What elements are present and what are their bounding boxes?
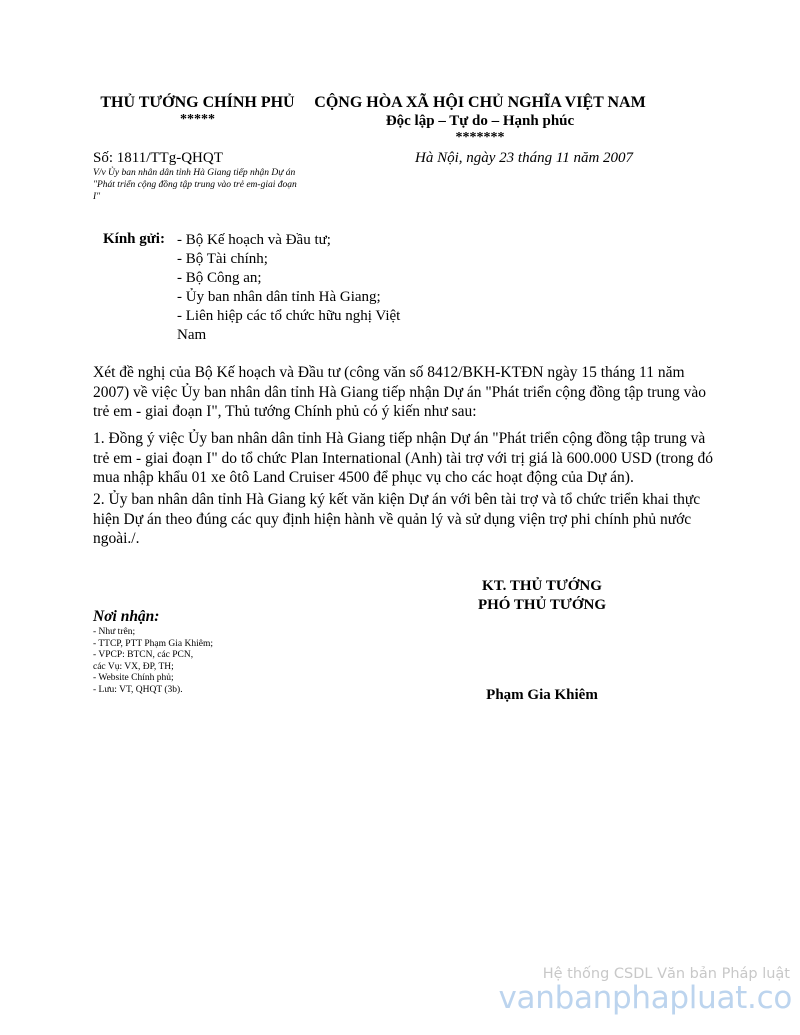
document-number: Số: 1811/TTg-QHQT (93, 150, 223, 166)
recipients-label: Kính gửi: (103, 231, 165, 247)
signature-title-1: KT. THỦ TƯỚNG (482, 578, 602, 594)
receiver-item: - Như trên; (93, 627, 136, 637)
motto-separator: ******* (455, 130, 505, 145)
receiver-item: - Lưu: VT, QHQT (3b). (93, 684, 183, 695)
body-paragraph-intro: Xét đề nghị của Bộ Kế hoạch và Đầu tư (công văn số 8412/BKH-KTĐN ngày 15 tháng 11 năm 2007) về việc Ủy ban nhân dân tỉnh Hà Giang tiếp nhận Dự án "Phát triển cộng đồng tập trung vào trẻ em - giai đoạn I", Thủ tướng Chính phủ có ý kiến như sau: (93, 364, 707, 420)
body-paragraph-2: 2. Ủy ban nhân dân tỉnh Hà Giang ký kết văn kiện Dự án với bên tài trợ và tổ chức triển khai thực hiện Dự án theo đúng các quy định hiện hành về quản lý và sử dụng viện trợ phi chính phủ nước ngoài./. (93, 491, 701, 547)
recipient-item: - Ủy ban nhân dân tỉnh Hà Giang; (177, 289, 381, 305)
receiver-item: - TTCP, PTT Phạm Gia Khiêm; (93, 638, 213, 649)
signer-name: Phạm Gia Khiêm (486, 687, 598, 703)
receiver-item: - VPCP: BTCN, các PCN, (93, 650, 194, 660)
recipient-item: - Bộ Kế hoạch và Đầu tư; (177, 232, 331, 248)
issuing-agency: THỦ TƯỚNG CHÍNH PHỦ (100, 94, 295, 111)
receiver-item: các Vụ: VX, ĐP, TH; (93, 661, 174, 672)
body-paragraph-1: 1. Đồng ý việc Ủy ban nhân dân tỉnh Hà Giang tiếp nhận Dự án "Phát triển cộng đồng tập trung và trẻ em - giai đoạn I" do tổ chức Plan International (Anh) tài trợ với trị giá là 600.000 USD (trong đó mua nhập khẩu 01 xe ôtô Land Cruiser 4500 để phục vụ cho các hoạt động của Dự án). (93, 430, 713, 486)
document-date: Hà Nội, ngày 23 tháng 11 năm 2007 (415, 150, 634, 166)
recipient-item: - Liên hiệp các tổ chức hữu nghị Việt Nam (177, 308, 401, 343)
national-motto: Độc lập – Tự do – Hạnh phúc (385, 113, 575, 129)
recipients-list (177, 231, 427, 345)
recipient-item: - Bộ Tài chính; (177, 251, 268, 267)
agency-separator: ***** (180, 112, 215, 127)
receivers-list (93, 627, 213, 696)
signature-title-2: PHÓ THỦ TƯỚNG (477, 597, 607, 613)
receiver-item: - Website Chính phủ; (93, 673, 174, 683)
signature-block (442, 577, 642, 615)
national-title: CỘNG HÒA XÃ HỘI CHỦ NGHĨA VIỆT NAM (314, 94, 646, 111)
document-subject: V/v Ủy ban nhân dân tỉnh Hà Giang tiếp nhận Dự án "Phát triển cộng đồng tập trung vào trẻ em-giai đoạn I" (93, 168, 297, 202)
recipient-item: - Bộ Công an; (177, 270, 262, 286)
receivers-label: Nơi nhận: (93, 608, 160, 625)
watermark-caption: Hệ thống CSDL Văn bản Pháp luật (542, 966, 790, 982)
watermark-site-link[interactable]: vanbanphapluat.co (498, 980, 792, 1016)
